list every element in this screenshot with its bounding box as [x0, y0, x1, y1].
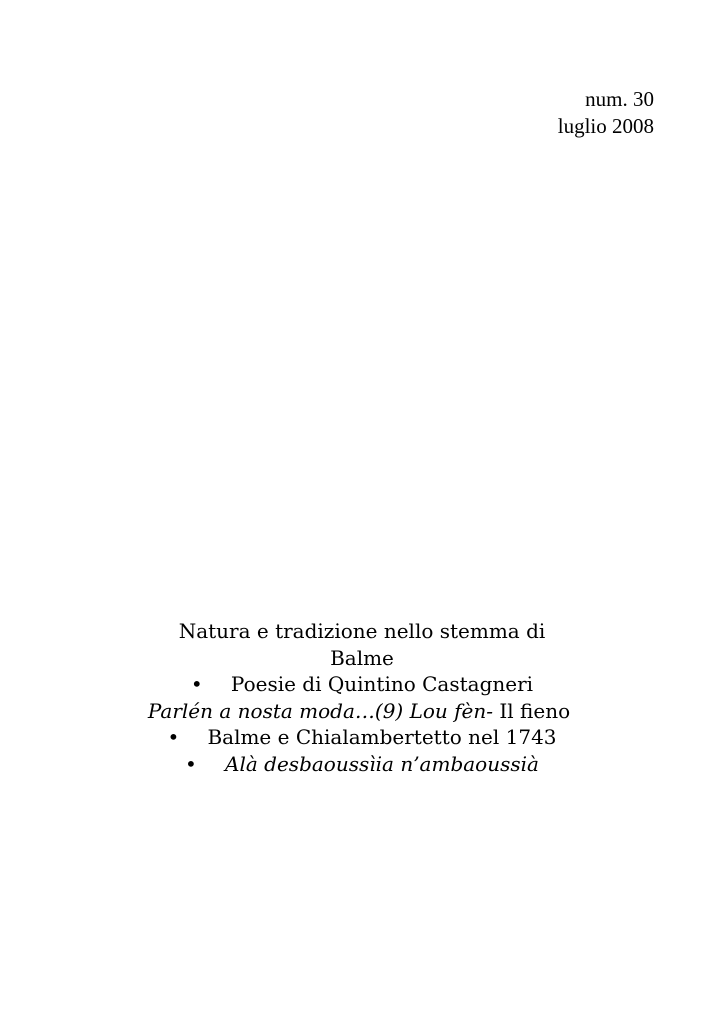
- bullet-icon: •: [190, 672, 203, 696]
- contents-item-2: [0, 698, 721, 725]
- issue-date: luglio 2008: [557, 114, 654, 138]
- contents-item-1: [0, 671, 724, 698]
- bullet-icon: •: [185, 751, 197, 776]
- contents-item-3-text: Balme e Chialambertetto nel 1743: [207, 725, 557, 749]
- contents-item-2-italic: Parlén a nosta moda…(9) Lou fèn-: [147, 698, 494, 723]
- contents-title-line-2: Balme: [330, 645, 394, 670]
- contents-item-4: [0, 751, 724, 778]
- issue-info: [558, 86, 654, 140]
- issue-number: num. 30: [585, 87, 654, 111]
- contents-item-3: [0, 724, 724, 751]
- contents-title-line-1: Natura e tradizione nello stemma di: [178, 619, 546, 643]
- bullet-icon: •: [167, 725, 180, 749]
- contents-item-2-plain: Il fieno: [493, 698, 571, 723]
- contents-item-1-text: Poesie di Quintino Castagneri: [230, 672, 534, 696]
- contents-list: [0, 618, 724, 777]
- contents-item-4-text: Alà desbaoussìia n’ambaoussià: [225, 751, 539, 776]
